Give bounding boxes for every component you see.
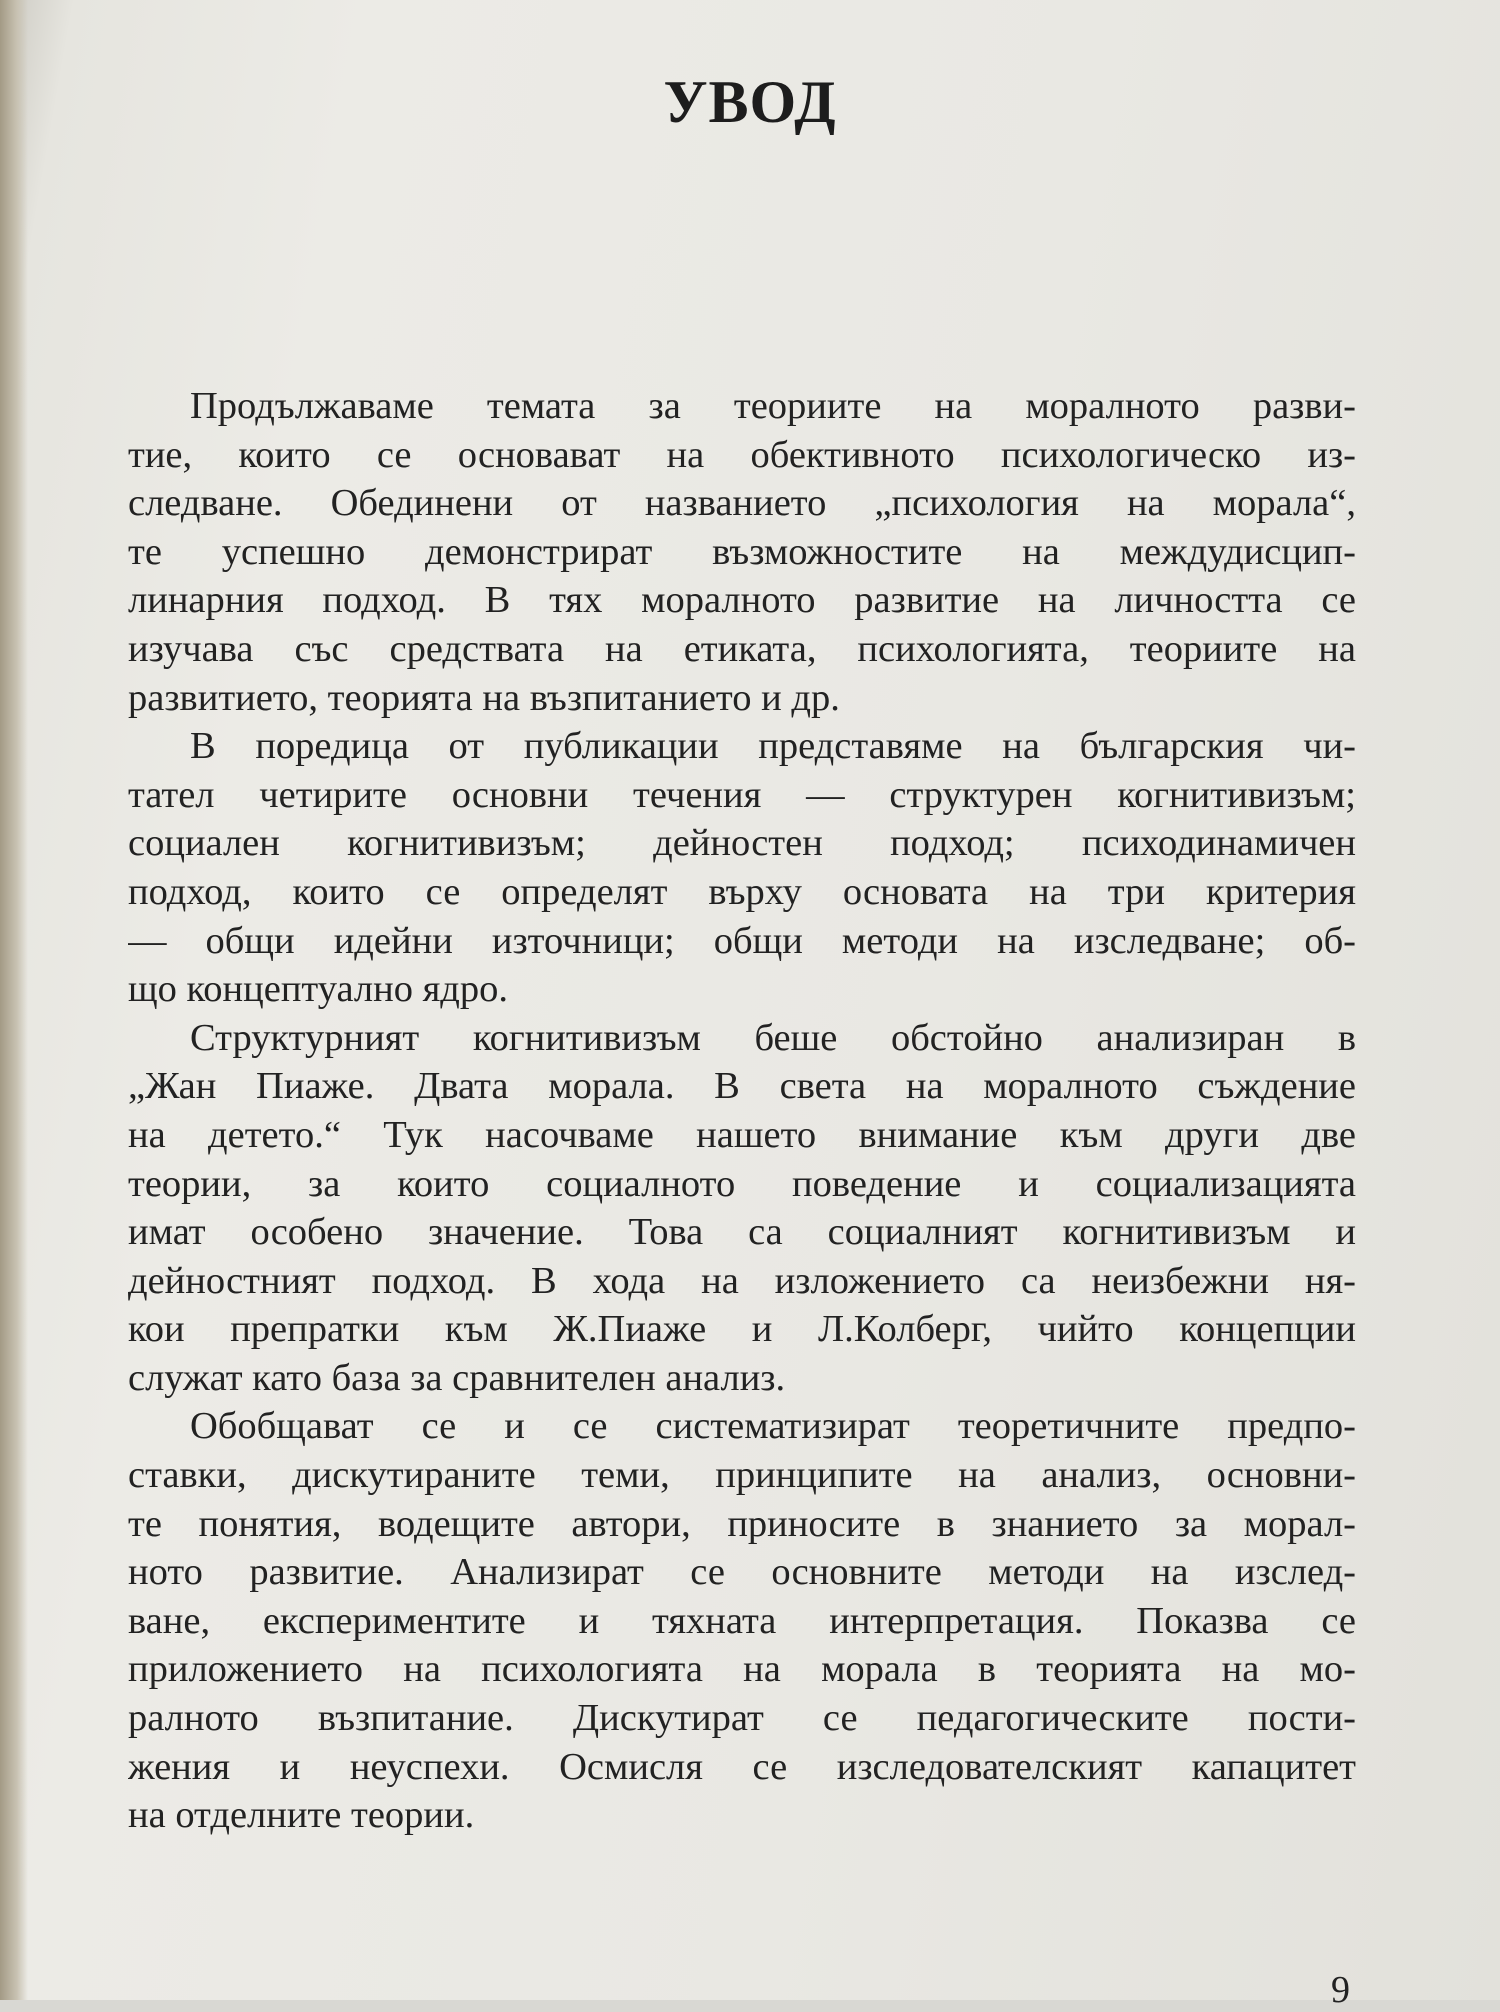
text-line: що концептуално ядро.	[128, 968, 509, 1011]
text-line: приложението на психологията на морала в теорията на мо-	[128, 1648, 1356, 1691]
chapter-title: УВОД	[663, 69, 837, 135]
text-line: дейностният подход. В хода на изложението са неизбежни ня-	[128, 1259, 1356, 1302]
text-line: ване, експериментите и тяхната интерпретация. Показва се	[128, 1599, 1356, 1642]
page-number: 9	[1331, 1969, 1350, 2011]
text-line: — общи идейни източници; общи методи на изследване; об-	[128, 919, 1356, 962]
book-spine-shadow	[0, 0, 28, 2000]
paragraph	[128, 1402, 1356, 1839]
text-line: тие, които се основават на обективното психологическо из-	[128, 433, 1356, 476]
text-line: на детето.“ Тук насочваме нашето внимание към други две	[128, 1113, 1356, 1156]
text-line: служат като база за сравнителен анализ.	[128, 1356, 786, 1399]
text-line: ното развитие. Анализират се основните методи на изслед-	[128, 1551, 1356, 1594]
text-line: жения и неуспехи. Осмисля се изследователският капацитет	[128, 1745, 1356, 1788]
text-line: имат особено значение. Това са социалният когнитивизъм и	[128, 1211, 1356, 1254]
text-line: подход, които се определят върху основата на три критерия	[128, 870, 1356, 913]
text-line: В поредица от публикации представяме на българския чи-	[190, 725, 1356, 768]
paragraph	[128, 722, 1356, 1014]
text-line: социален когнитивизъм; дейностен подход; психодинамичен	[128, 822, 1356, 865]
text-line: тател четирите основни течения — структурен когнитивизъм;	[128, 773, 1356, 816]
paragraph	[128, 382, 1356, 722]
text-line: Обобщават се и се систематизират теоретичните предпо-	[190, 1405, 1356, 1448]
text-line: кои препратки към Ж.Пиаже и Л.Колберг, чийто концепции	[128, 1308, 1356, 1351]
text-line: следване. Обединени от названието „психология на морала“,	[128, 482, 1356, 525]
paragraph	[128, 1014, 1356, 1403]
text-line: те понятия, водещите автори, приносите в знанието за морал-	[128, 1502, 1356, 1545]
body-text	[128, 382, 1356, 1840]
text-line: развитието, теорията на възпитанието и др.	[128, 676, 840, 719]
text-line: на отделните теории.	[128, 1794, 475, 1837]
text-line: линарния подход. В тях моралното развитие на личността се	[128, 579, 1356, 622]
text-line: те успешно демонстрират възможностите на междудисцип-	[128, 530, 1356, 573]
text-line: Структурният когнитивизъм беше обстойно анализиран в	[190, 1016, 1356, 1059]
text-line: ралното възпитание. Дискутират се педагогическите пости-	[128, 1697, 1356, 1740]
text-line: Продължаваме темата за теориите на моралното разви-	[190, 385, 1356, 427]
text-line: теории, за които социалното поведение и социализацията	[128, 1162, 1356, 1205]
text-line: „Жан Пиаже. Двата морала. В света на моралното съждение	[128, 1065, 1356, 1108]
text-line: изучава със средствата на етиката, психологията, теориите на	[128, 627, 1356, 670]
text-line: ставки, дискутираните теми, принципите на анализ, основни-	[128, 1454, 1356, 1497]
